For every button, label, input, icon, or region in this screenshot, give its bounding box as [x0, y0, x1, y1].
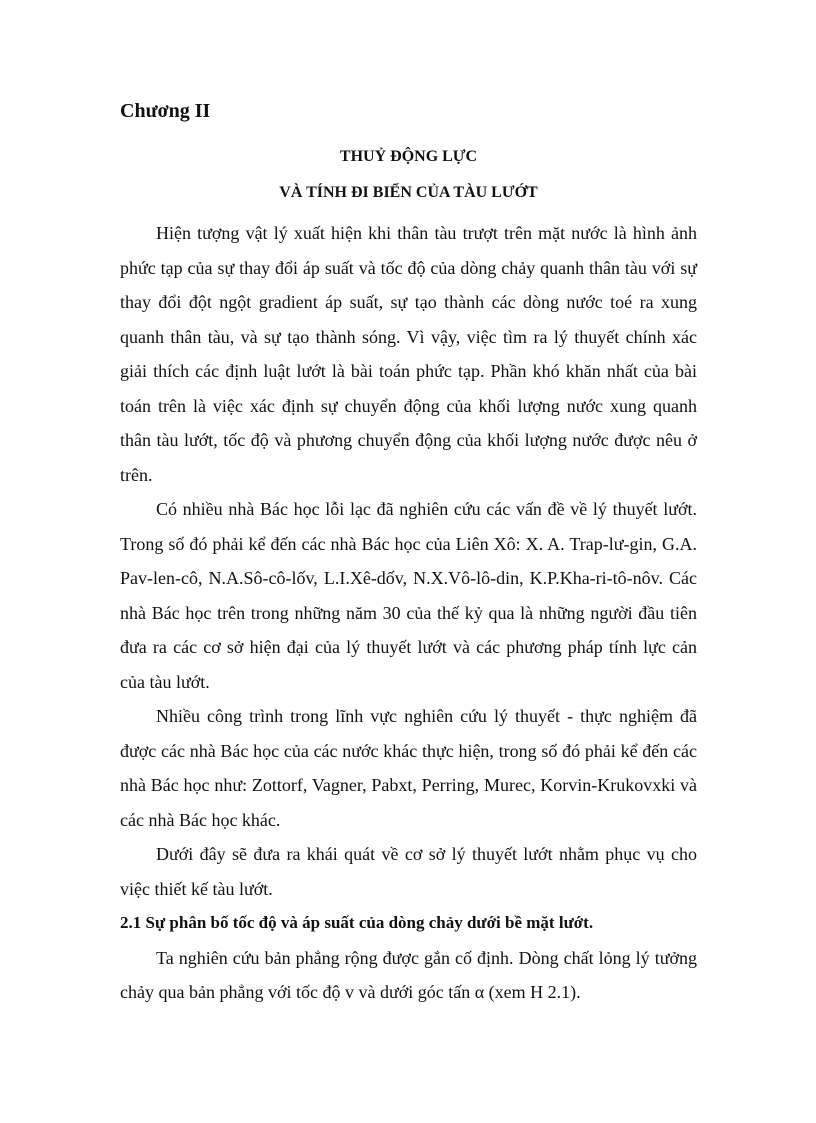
body-text [120, 216, 697, 1010]
paragraph-overview: Dưới đây sẽ đưa ra khái quát về cơ sở lý thuyết lướt nhằm phục vụ cho việc thiết kế tàu lướt. [120, 844, 697, 899]
paragraph-intro: Hiện tượng vật lý xuất hiện khi thân tàu trượt trên mặt nước là hình ảnh phức tạp của sự thay đổi áp suất và tốc độ của dòng chảy quanh thân tàu với sự thay đổi đột ngột gradient áp suất, sự tạo thành các dòng nước toé ra xung quanh thân tàu, và sự tạo thành sóng. Vì vậy, việc tìm ra lý thuyết chính xác giải thích các định luật lướt là bài toán phức tạp. Phần khó khăn nhất của bài toán trên là việc xác định sự chuyển động của khối lượng nước xung quanh thân tàu lướt, tốc độ và phương chuyển động của khối lượng nước được nêu ở trên. [120, 223, 697, 485]
chapter-title-line-2: VÀ TÍNH ĐI BIỂN CỦA TÀU LƯỚT [279, 184, 538, 201]
paragraph-scientists-other: Nhiều công trình trong lĩnh vực nghiên cứu lý thuyết - thực nghiệm đã được các nhà Bác học của các nước khác thực hiện, trong số đó phải kể đến các nhà Bác học như: Zottorf, Vagner, Pabxt, Perring, Murec, Korvin-Krukovxki và các nhà Bác học khác. [120, 706, 697, 830]
section-heading: 2.1 Sự phân bố tốc độ và áp suất của dòng chảy dưới bề mặt lướt. [120, 913, 594, 932]
chapter-label: Chương II [120, 100, 211, 122]
chapter-title-line-1: THUỶ ĐỘNG LỰC [339, 148, 478, 165]
paragraph-section-intro: Ta nghiên cứu bản phẳng rộng được gắn cố định. Dòng chất lỏng lý tưởng chảy qua bản phẳng với tốc độ v và dưới góc tấn α (xem H 2.1). [120, 947, 697, 1002]
paragraph-scientists-ussr: Có nhiều nhà Bác học lỗi lạc đã nghiên cứu các vấn đề về lý thuyết lướt. Trong số đó phải kể đến các nhà Bác học của Liên Xô: X. A. Trap-lư-gin, G.A. Pav-len-cô, N.A.Sô-cô-lốv, L.I.Xê-dốv, N.X.Vô-lô-din, K.P.Kha-ri-tô-nôv. Các nhà Bác học trên trong những năm 30 của thế kỷ qua là những người đầu tiên đưa ra các cơ sở hiện đại của lý thuyết lướt và các phương pháp tính lực cản của tàu lướt. [120, 499, 697, 692]
